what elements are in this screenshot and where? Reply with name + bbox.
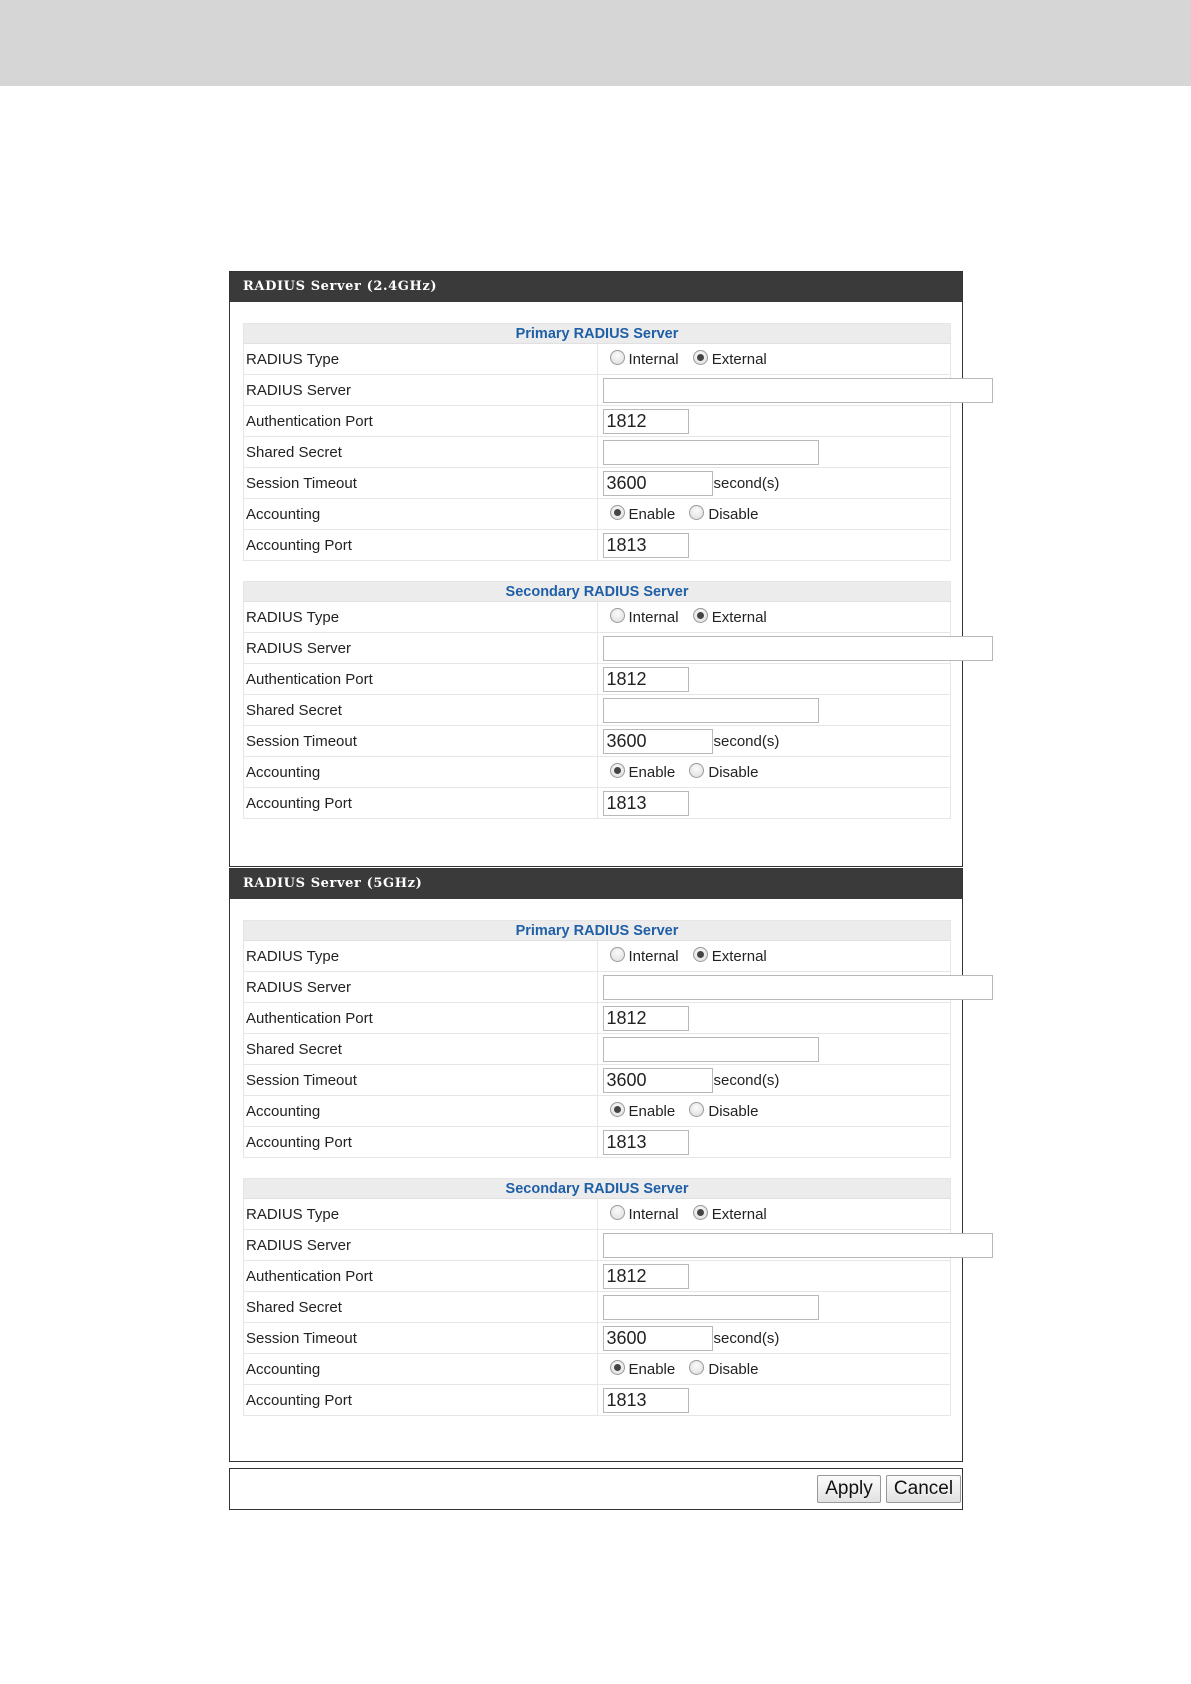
acct-port-input[interactable]: 1813 (603, 533, 689, 558)
auth-port-row (244, 1003, 951, 1034)
accounting-row (244, 499, 951, 530)
radius-server-label: RADIUS Server (244, 633, 598, 664)
radius-type-option-1: Internal (628, 608, 679, 626)
auth-port-input[interactable]: 1812 (603, 1006, 689, 1031)
accounting-label: Accounting (244, 1354, 598, 1385)
auth-port-label: Authentication Port (244, 1003, 598, 1034)
acct-port-input[interactable]: 1813 (603, 1130, 689, 1155)
radius-server-row (244, 375, 951, 406)
block-heading: Secondary RADIUS Server (244, 582, 951, 602)
accounting-option-2: Disable (708, 505, 759, 523)
session-timeout-unit: second(s) (713, 732, 780, 750)
accounting-option-1: Enable (628, 1360, 676, 1378)
session-timeout-input[interactable]: 3600 (603, 729, 713, 754)
accounting-label: Accounting (244, 757, 598, 788)
radius-type-option-1: Internal (628, 350, 679, 368)
accounting-option-2: Disable (708, 1102, 759, 1120)
radius-server-input[interactable] (603, 975, 993, 1000)
auth-port-input[interactable]: 1812 (603, 667, 689, 692)
block-heading: Primary RADIUS Server (244, 921, 951, 941)
accounting-radio-2[interactable] (689, 505, 704, 520)
radius-panel-5g (229, 868, 963, 1462)
radius-server-row (244, 633, 951, 664)
shared-secret-label: Shared Secret (244, 1292, 598, 1323)
acct-port-label: Accounting Port (244, 530, 598, 561)
radius-server-label: RADIUS Server (244, 375, 598, 406)
panel-title: RADIUS Server (2.4GHz) (230, 272, 962, 302)
accounting-option-1: Enable (628, 505, 676, 523)
radius-type-row (244, 344, 951, 375)
accounting-radio-1[interactable] (610, 763, 625, 778)
radius-server-input[interactable] (603, 1233, 993, 1258)
radius-server-label: RADIUS Server (244, 1230, 598, 1261)
accounting-row (244, 1354, 951, 1385)
auth-port-row (244, 406, 951, 437)
acct-port-label: Accounting Port (244, 1127, 598, 1158)
session-timeout-unit: second(s) (713, 1329, 780, 1347)
shared-secret-row (244, 695, 951, 726)
radius-type-row (244, 941, 951, 972)
auth-port-input[interactable]: 1812 (603, 409, 689, 434)
radius-server-label: RADIUS Server (244, 972, 598, 1003)
shared-secret-row (244, 1292, 951, 1323)
session-timeout-unit: second(s) (713, 1071, 780, 1089)
shared-secret-input[interactable] (603, 1037, 819, 1062)
shared-secret-input[interactable] (603, 440, 819, 465)
auth-port-label: Authentication Port (244, 406, 598, 437)
accounting-label: Accounting (244, 499, 598, 530)
radius-type-label: RADIUS Type (244, 344, 598, 375)
radius-type-label: RADIUS Type (244, 602, 598, 633)
session-timeout-row (244, 468, 951, 499)
acct-port-row (244, 530, 951, 561)
session-timeout-row (244, 1323, 951, 1354)
accounting-radio-1[interactable] (610, 505, 625, 520)
acct-port-label: Accounting Port (244, 788, 598, 819)
auth-port-row (244, 664, 951, 695)
radius-type-label: RADIUS Type (244, 1199, 598, 1230)
auth-port-input[interactable]: 1812 (603, 1264, 689, 1289)
auth-port-row (244, 1261, 951, 1292)
radius-type-option-2: External (711, 608, 767, 626)
radius-type-radio-1[interactable] (610, 947, 625, 962)
accounting-row (244, 1096, 951, 1127)
top-banner (0, 0, 1191, 86)
shared-secret-row (244, 1034, 951, 1065)
radius-panel-2g (229, 271, 963, 867)
acct-port-row (244, 1127, 951, 1158)
accounting-option-2: Disable (708, 1360, 759, 1378)
auth-port-label: Authentication Port (244, 664, 598, 695)
radius-type-radio-2[interactable] (693, 947, 708, 962)
acct-port-row (244, 1385, 951, 1416)
apply-button[interactable]: Apply (817, 1475, 881, 1503)
cancel-button[interactable]: Cancel (886, 1475, 961, 1503)
acct-port-input[interactable]: 1813 (603, 1388, 689, 1413)
accounting-row (244, 757, 951, 788)
radius-type-radio-1[interactable] (610, 608, 625, 623)
radius-server-input[interactable] (603, 378, 993, 403)
primary-radius-table (243, 323, 951, 561)
shared-secret-label: Shared Secret (244, 437, 598, 468)
accounting-radio-1[interactable] (610, 1360, 625, 1375)
acct-port-row (244, 788, 951, 819)
session-timeout-input[interactable]: 3600 (603, 1326, 713, 1351)
session-timeout-label: Session Timeout (244, 1065, 598, 1096)
shared-secret-label: Shared Secret (244, 695, 598, 726)
session-timeout-input[interactable]: 3600 (603, 471, 713, 496)
radius-type-label: RADIUS Type (244, 941, 598, 972)
button-bar (229, 1468, 963, 1510)
shared-secret-row (244, 437, 951, 468)
block-heading: Primary RADIUS Server (244, 324, 951, 344)
accounting-radio-1[interactable] (610, 1102, 625, 1117)
radius-type-radio-2[interactable] (693, 1205, 708, 1220)
session-timeout-label: Session Timeout (244, 726, 598, 757)
acct-port-input[interactable]: 1813 (603, 791, 689, 816)
acct-port-label: Accounting Port (244, 1385, 598, 1416)
shared-secret-label: Shared Secret (244, 1034, 598, 1065)
shared-secret-input[interactable] (603, 1295, 819, 1320)
accounting-radio-2[interactable] (689, 763, 704, 778)
radius-server-row (244, 1230, 951, 1261)
panel-title: RADIUS Server (5GHz) (230, 869, 962, 899)
accounting-radio-2[interactable] (689, 1102, 704, 1117)
radius-type-option-2: External (711, 350, 767, 368)
radius-server-row (244, 972, 951, 1003)
accounting-option-1: Enable (628, 763, 676, 781)
block-heading: Secondary RADIUS Server (244, 1179, 951, 1199)
accounting-option-1: Enable (628, 1102, 676, 1120)
radius-type-row (244, 602, 951, 633)
auth-port-label: Authentication Port (244, 1261, 598, 1292)
radius-server-input[interactable] (603, 636, 993, 661)
secondary-radius-table (243, 581, 951, 819)
radius-type-option-1: Internal (628, 1205, 679, 1223)
radius-type-radio-1[interactable] (610, 1205, 625, 1220)
session-timeout-row (244, 726, 951, 757)
secondary-radius-table (243, 1178, 951, 1416)
session-timeout-label: Session Timeout (244, 468, 598, 499)
radius-type-row (244, 1199, 951, 1230)
session-timeout-label: Session Timeout (244, 1323, 598, 1354)
radius-type-option-2: External (711, 947, 767, 965)
session-timeout-unit: second(s) (713, 474, 780, 492)
session-timeout-input[interactable]: 3600 (603, 1068, 713, 1093)
radius-type-radio-2[interactable] (693, 608, 708, 623)
session-timeout-row (244, 1065, 951, 1096)
radius-type-option-2: External (711, 1205, 767, 1223)
radius-type-radio-2[interactable] (693, 350, 708, 365)
radius-type-option-1: Internal (628, 947, 679, 965)
radius-type-radio-1[interactable] (610, 350, 625, 365)
accounting-option-2: Disable (708, 763, 759, 781)
shared-secret-input[interactable] (603, 698, 819, 723)
accounting-label: Accounting (244, 1096, 598, 1127)
accounting-radio-2[interactable] (689, 1360, 704, 1375)
primary-radius-table (243, 920, 951, 1158)
